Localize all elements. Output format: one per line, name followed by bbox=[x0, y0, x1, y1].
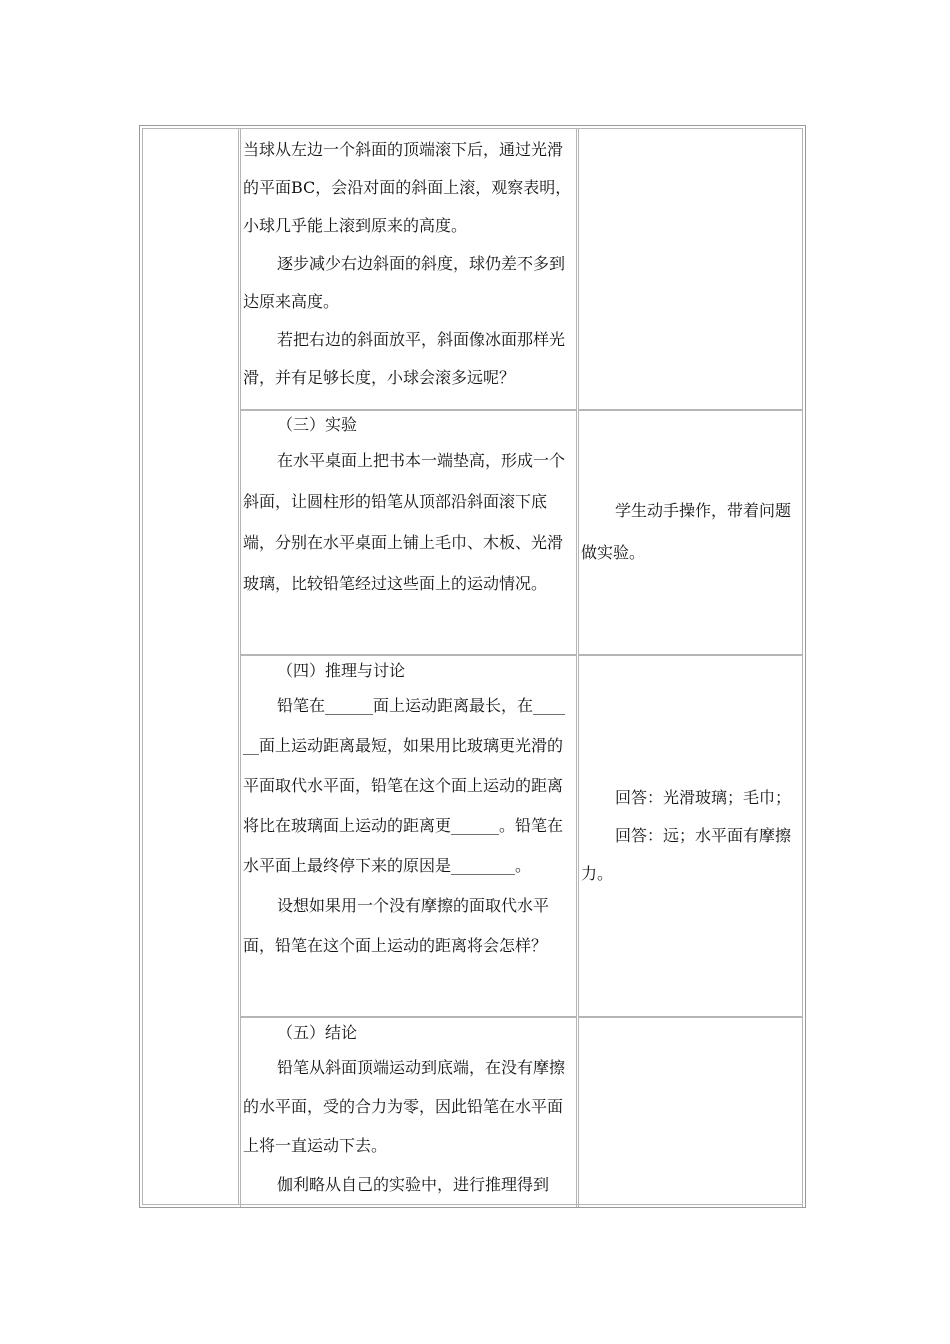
side-cell-row3 bbox=[578, 655, 803, 1017]
student-answer: 回答：远；水平面有摩擦力。 bbox=[581, 826, 792, 883]
paragraph: 当球从左边一个斜面的顶端滚下后，通过光滑的平面BC，会沿对面的斜面上滚，观察表明，小球几乎能上滚到原来的高度。 bbox=[243, 140, 572, 235]
paragraph: 逐步减少右边斜面的斜度，球仍差不多到达原来高度。 bbox=[243, 254, 566, 311]
side-cell-row1 bbox=[578, 128, 803, 411]
paragraph: 设想如果用一个没有摩擦的面取代水平面，铅笔在这个面上运动的距离将会怎样？ bbox=[243, 896, 550, 955]
paragraph: 铅笔从斜面顶端运动到底端，在没有摩擦的水平面，受的合力为零，因此铅笔在水平面上将一直运动下去。 bbox=[243, 1058, 566, 1155]
paragraph: 铅笔在______面上运动距离最长，在______面上运动距离最短，如果用比玻璃更光滑的平面取代水平面，铅笔在这个面上运动的距离将比在玻璃面上运动的距离更______。铅笔在水平面上最终停下来的原因是________。 bbox=[243, 696, 566, 875]
side-cell-row4 bbox=[578, 1017, 803, 1207]
student-activity: 学生动手操作，带着问题做实验。 bbox=[581, 501, 792, 562]
side-cell-row2 bbox=[578, 409, 803, 655]
section-heading: （五）结论 bbox=[277, 1023, 358, 1042]
paragraph: 伽利略从自己的实验中，进行推理得到 bbox=[277, 1175, 550, 1194]
paragraph: 在水平桌面上把书本一端垫高，形成一个斜面，让圆柱形的铅笔从顶部沿斜面滚下底端，分别在水平桌面上铺上毛巾、木板、光滑玻璃，比较铅笔经过这些面上的运动情况。 bbox=[243, 451, 566, 593]
student-answer: 回答：光滑玻璃；毛巾； bbox=[615, 788, 792, 807]
content-cell-row3 bbox=[240, 655, 577, 1017]
lesson-table bbox=[139, 125, 806, 1208]
paragraph: 若把右边的斜面放平，斜面像冰面那样光滑，并有足够长度，小球会滚多远呢？ bbox=[243, 330, 566, 387]
content-cell-row4 bbox=[240, 1017, 577, 1207]
content-cell-row1 bbox=[240, 128, 577, 411]
section-heading: （四）推理与讨论 bbox=[277, 661, 406, 680]
content-cell-row2 bbox=[240, 409, 577, 655]
column-divider bbox=[238, 128, 239, 1205]
section-heading: （三）实验 bbox=[277, 415, 358, 434]
